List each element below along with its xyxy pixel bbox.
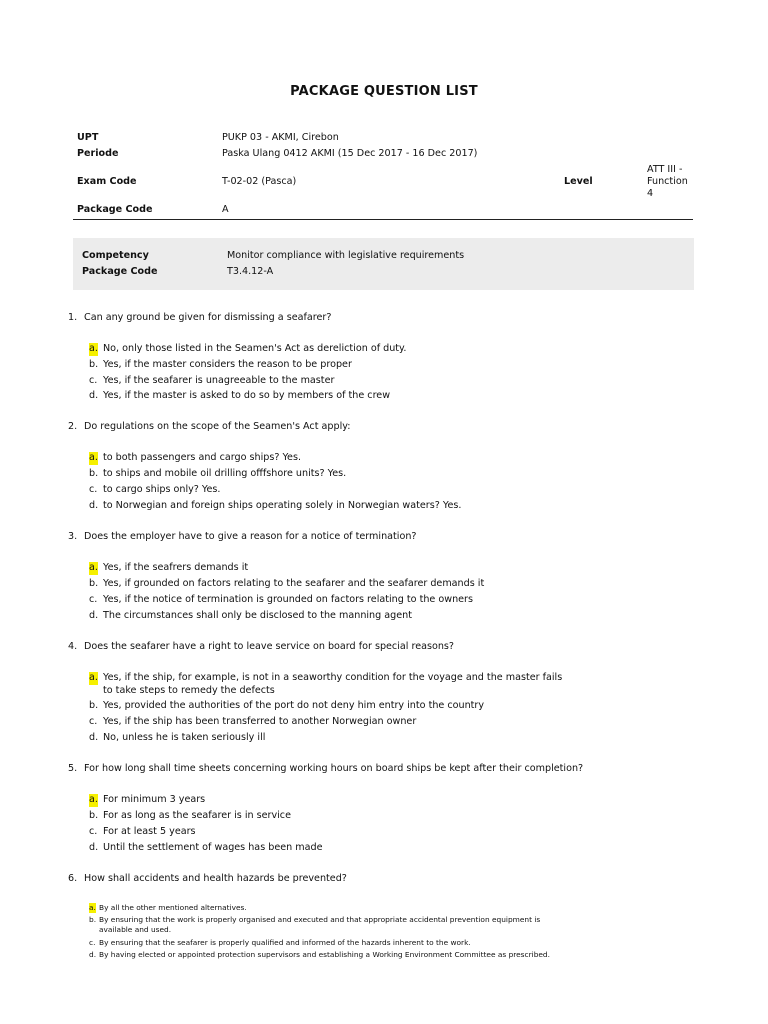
page-title: PACKAGE QUESTION LIST	[290, 84, 478, 99]
answer-option	[89, 610, 589, 623]
answer-option	[89, 810, 589, 823]
level-value-line: ATT III -	[647, 164, 683, 175]
answer-letter: b.	[89, 359, 99, 370]
answer-letter: c.	[89, 826, 98, 837]
competency-value: Monitor compliance with legislative requirements	[227, 250, 465, 261]
upt-value: PUKP 03 - AKMI, Cirebon	[222, 132, 339, 143]
answer-letter: c.	[89, 716, 98, 727]
question-number: 3.	[68, 531, 78, 542]
answer-text: to cargo ships only? Yes.	[103, 484, 221, 495]
answer-letter-correct: a.	[89, 562, 98, 573]
answer-text: to both passengers and cargo ships? Yes.	[103, 452, 302, 463]
answer-option	[89, 842, 589, 855]
answer-option	[89, 375, 589, 388]
answer-text: For at least 5 years	[103, 826, 196, 837]
exam-code-value: T-02-02 (Pasca)	[222, 176, 297, 187]
answer-text: Yes, provided the authorities of the port do not deny him entry into the country	[103, 700, 485, 711]
competency-label: Competency	[82, 250, 149, 261]
answer-letter: c.	[89, 938, 96, 947]
answer-letter: d.	[89, 610, 99, 621]
answer-option	[89, 903, 579, 913]
answer-text: No, unless he is taken seriously ill	[103, 732, 266, 743]
answer-option	[89, 732, 589, 745]
answer-letter: d.	[89, 842, 99, 853]
answer-option	[89, 794, 589, 807]
periode-label: Periode	[77, 148, 119, 159]
answer-text: Yes, if the seafrers demands it	[103, 562, 249, 573]
answer-text: For minimum 3 years	[103, 794, 206, 805]
level-value	[647, 164, 697, 200]
answer-text: to ships and mobile oil drilling offfshore units? Yes.	[103, 468, 347, 479]
answer-text: Yes, if the ship, for example, is not in a seaworthy condition for the voyage and the master fails to take steps to remedy the defects	[103, 672, 563, 696]
exam-code-label: Exam Code	[77, 176, 137, 187]
competency-box	[73, 238, 694, 290]
answer-text: By having elected or appointed protection supervisors and establishing a Working Environment Committee as prescribed.	[99, 950, 550, 959]
answer-letter-correct: a.	[89, 343, 98, 354]
level-value-line: 4	[647, 188, 654, 199]
answer-text: Yes, if the seafarer is unagreeable to the master	[103, 375, 335, 386]
answer-option	[89, 452, 589, 465]
header-divider	[73, 219, 693, 220]
competency-package-code-label: Package Code	[82, 266, 158, 277]
package-code-value: A	[222, 204, 229, 215]
answer-text: Yes, if the master is asked to do so by members of the crew	[103, 390, 391, 401]
answer-option	[89, 716, 589, 729]
answer-text: No, only those listed in the Seamen's Act as dereliction of duty.	[103, 343, 407, 354]
upt-label: UPT	[77, 132, 99, 143]
answer-option	[89, 359, 589, 372]
answer-text: By ensuring that the work is properly organised and executed and that appropriate accidental prevention equipment is available and used.	[99, 915, 541, 934]
answer-letter: c.	[89, 484, 98, 495]
question-text: Does the employer have to give a reason for a notice of termination?	[84, 531, 417, 542]
answer-option	[89, 672, 569, 697]
answer-letter: b.	[89, 578, 99, 589]
answer-letter: d.	[89, 950, 97, 959]
competency-package-code-value: T3.4.12-A	[227, 266, 274, 277]
answer-option	[89, 950, 579, 960]
answer-text: By all the other mentioned alternatives.	[99, 903, 247, 912]
answer-letter-correct: a.	[89, 794, 98, 805]
answer-text: to Norwegian and foreign ships operating solely in Norwegian waters? Yes.	[103, 500, 462, 511]
level-value-line: Function	[647, 176, 688, 187]
question-number: 6.	[68, 873, 78, 884]
answer-letter: d.	[89, 500, 99, 511]
answer-letter-correct: a.	[89, 452, 98, 463]
answer-option	[89, 938, 579, 948]
answer-text: Yes, if the notice of termination is grounded on factors relating to the owners	[103, 594, 474, 605]
answer-text: Yes, if the master considers the reason to be proper	[103, 359, 352, 370]
periode-value: Paska Ulang 0412 AKMI (15 Dec 2017 - 16 Dec 2017)	[222, 148, 478, 159]
answer-option	[89, 594, 589, 607]
question-text: Can any ground be given for dismissing a seafarer?	[84, 312, 332, 323]
answer-text: By ensuring that the seafarer is properly qualified and informed of the hazards inherent to the work.	[99, 938, 471, 947]
answer-letter: b.	[89, 915, 97, 924]
question-text: For how long shall time sheets concerning working hours on board ships be kept after their completion?	[84, 763, 584, 774]
answer-letter: c.	[89, 594, 98, 605]
answer-option	[89, 484, 589, 497]
answer-option	[89, 700, 589, 713]
answer-letter: b.	[89, 700, 99, 711]
question-text: How shall accidents and health hazards be prevented?	[84, 873, 347, 884]
answer-option	[89, 468, 589, 481]
answer-text: Yes, if the ship has been transferred to another Norwegian owner	[103, 716, 417, 727]
answer-option	[89, 500, 589, 513]
answer-letter: c.	[89, 375, 98, 386]
level-label: Level	[564, 176, 593, 187]
answer-letter-correct: a.	[89, 672, 98, 683]
question-number: 5.	[68, 763, 78, 774]
question-number: 1.	[68, 312, 78, 323]
answer-option	[89, 578, 589, 591]
answer-option	[89, 343, 589, 356]
question-number: 4.	[68, 641, 78, 652]
answer-option	[89, 390, 589, 403]
package-code-label: Package Code	[77, 204, 153, 215]
question-text: Do regulations on the scope of the Seamen's Act apply:	[84, 421, 351, 432]
answer-letter: b.	[89, 810, 99, 821]
answer-text: For as long as the seafarer is in service	[103, 810, 291, 821]
answer-option	[89, 562, 589, 575]
answer-letter: d.	[89, 732, 99, 743]
answer-letter: d.	[89, 390, 99, 401]
answer-option	[89, 826, 589, 839]
answer-text: Yes, if grounded on factors relating to the seafarer and the seafarer demands it	[103, 578, 485, 589]
question-text: Does the seafarer have a right to leave service on board for special reasons?	[84, 641, 455, 652]
question-number: 2.	[68, 421, 78, 432]
answer-option	[89, 915, 569, 935]
answer-text: Until the settlement of wages has been made	[103, 842, 323, 853]
answer-text: The circumstances shall only be disclosed to the manning agent	[103, 610, 412, 621]
answer-letter-correct: a.	[89, 903, 96, 912]
answer-letter: b.	[89, 468, 99, 479]
